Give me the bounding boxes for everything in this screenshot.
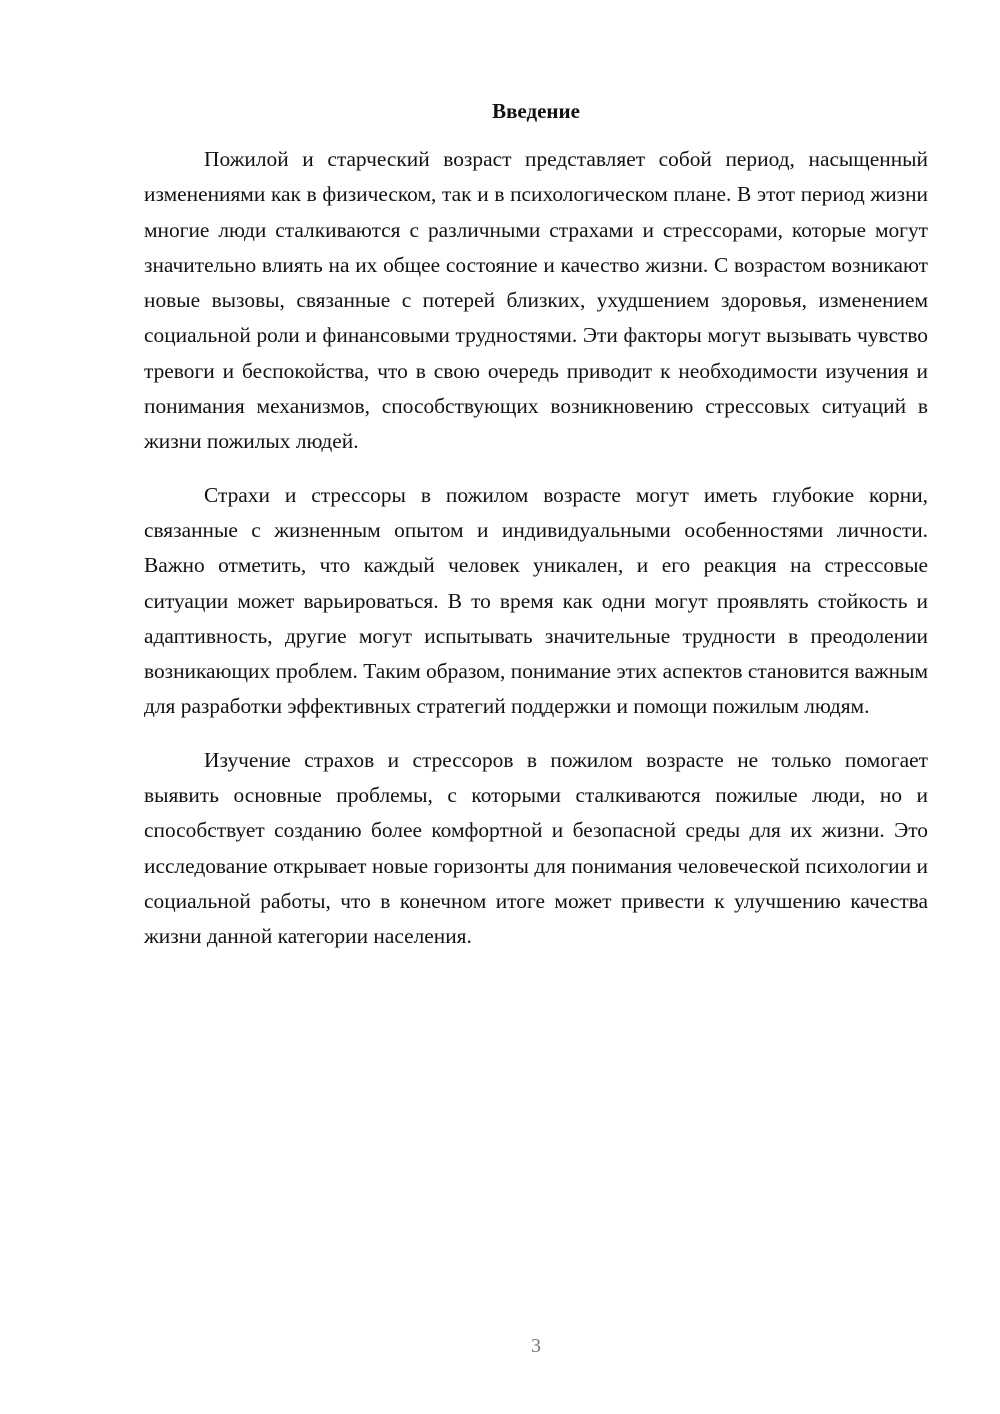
paragraph-3: Изучение страхов и стрессоров в пожилом возрасте не только помогает выявить основные проблемы, с которыми сталкиваются пожилые люди, но и способствует созданию более комфортной и безопасной среды для их жизни. Это исследование открывает новые горизонты для понимания человеческой психологии и социальной работы, что в конечном итоге может привести к улучшению качества жизни данной категории населения.	[144, 747, 928, 949]
paragraph-2: Страхи и стрессоры в пожилом возрасте могут иметь глубокие корни, связанные с жизненным опытом и индивидуальными особенностями личности. Важно отметить, что каждый человек уникален, и его реакция на стрессовые ситуации может варьироваться. В то время как одни могут проявлять стойкость и адаптивность, другие могут испытывать значительные трудности в преодолении возникающих проблем. Таким образом, понимание этих аспектов становится важным для разработки эффективных стратегий поддержки и помощи пожилым людям.	[144, 482, 928, 719]
section-heading: Введение	[492, 99, 580, 123]
page-number: 3	[531, 1335, 541, 1357]
paragraph-1: Пожилой и старческий возраст представляет собой период, насыщенный изменениями как в физическом, так и в психологическом плане. В этот период жизни многие люди сталкиваются с различными страхами и стрессорами, которые могут значительно влиять на их общее состояние и качество жизни. С возрастом возникают новые вызовы, связанные с потерей близких, ухудшением здоровья, изменением социальной роли и финансовыми трудностями. Эти факторы могут вызывать чувство тревоги и беспокойства, что в свою очередь приводит к необходимости изучения и понимания механизмов, способствующих возникновению стрессовых ситуаций в жизни пожилых людей.	[144, 147, 928, 454]
body-text	[144, 142, 928, 955]
